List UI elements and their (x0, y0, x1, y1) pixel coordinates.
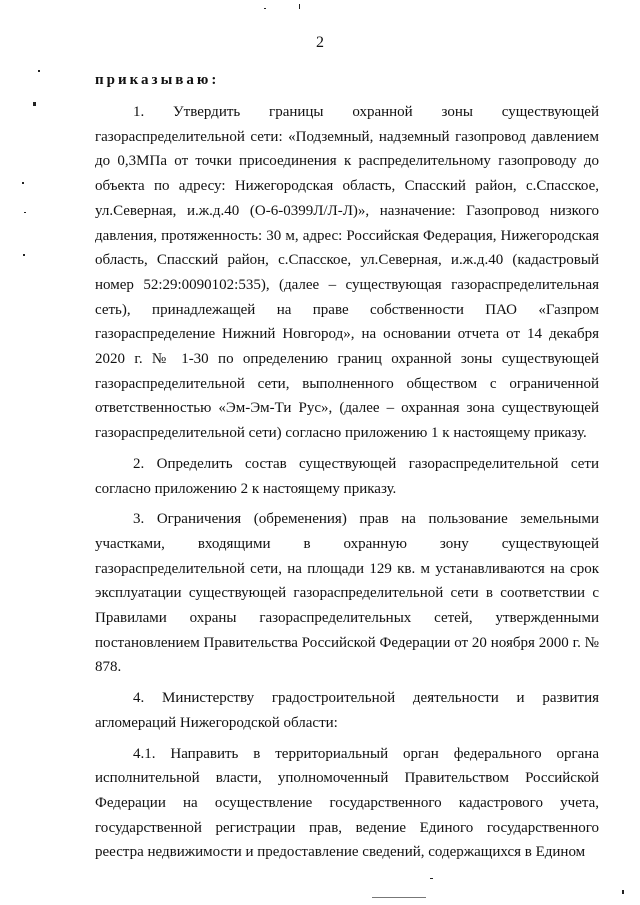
scan-speck (299, 4, 300, 9)
scan-speck (23, 254, 25, 256)
paragraph-3: 3. Ограничения (обременения) прав на пользование земельными участками, входящими в охранную зону существующей газораспределительной сети, на площади 129 кв. м устанавливаются на срок эксплуатации существующей газораспределительной сети в соответствии с Правилами охраны газораспределительных сетей, утвержденными постановлением Правительства Российской Федерации от 20 ноября 2000 г. № 878. (95, 511, 599, 676)
scan-speck (24, 212, 26, 213)
scan-speck (622, 890, 624, 894)
paragraph-2: 2. Определить состав существующей газораспределительной сети согласно приложению 2 к настоящему приказу. (95, 455, 599, 497)
scan-line (372, 897, 426, 898)
scan-speck (38, 70, 40, 72)
page-number: 2 (316, 34, 324, 51)
paragraph-4: 4. Министерству градостроительной деятельности и развития агломераций Нижегородской области: (95, 690, 599, 731)
order-heading: приказываю: (95, 72, 220, 88)
paragraph-4-1: 4.1. Направить в территориальный орган федерального органа исполнительной власти, уполномоченный Правительством Российской Федерации на осуществление государственного кадастрового учета, государственной регистрации прав, ведение Единого государственного реестра недвижимости и предоставление сведений, содержащихся в Едином (95, 745, 599, 861)
scan-speck (22, 182, 24, 184)
scan-speck (264, 8, 266, 9)
document-body (95, 100, 599, 871)
scan-speck (430, 878, 433, 879)
scan-speck (33, 102, 36, 106)
paragraph-1: 1. Утвердить границы охранной зоны существующей газораспределительной сети: «Подземный, надземный газопровод давлением до 0,3МПа от точки присоединения к распределительному газопроводу до объекта по адресу: Нижегородская область, Спасский район, с.Спасское, ул.Северная, и.ж.д.40 (О-6-0399Л/Л-Л)», назначение: Газопровод низкого давления, протяженность: 30 м, адрес: Российская Федерация, Нижегородская область, Спасский район, с.Спасское, ул.Северная, и.ж.д.40 (кадастровый номер 52:29:0090102:535), (далее – существующая газораспределительная сеть), принадлежащей на праве собственности ПАО «Газпром газораспределение Нижний Новгород», на основании отчета от 14 декабря 2020 г. № 1-30 по определению границ охранной зоны существующей газораспределительной сети, выполненного обществом с ограниченной ответственностью «Эм-Эм-Ти Рус», (далее – охранная зона существующей газораспределительной сети) согласно приложению 1 к настоящему приказу. (95, 104, 599, 442)
